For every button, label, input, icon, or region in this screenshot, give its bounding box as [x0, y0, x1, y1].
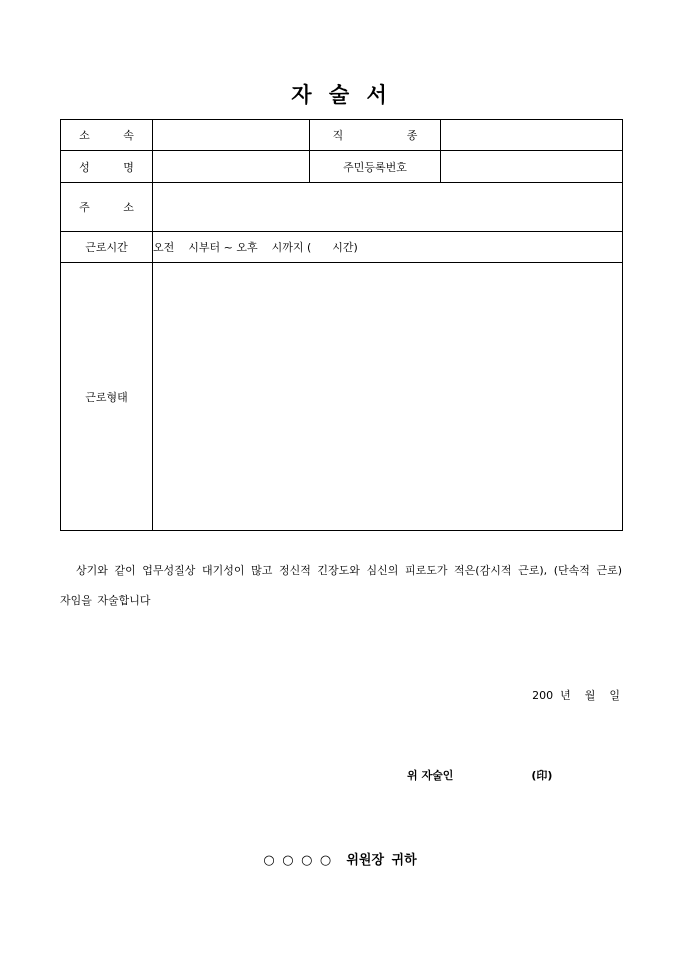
work-type-label: 근로형태	[61, 263, 153, 531]
address-field[interactable]	[153, 183, 623, 232]
resident-id-field[interactable]	[441, 151, 623, 183]
name-label: 성 명	[61, 151, 153, 183]
affiliation-label: 소 속	[61, 120, 153, 151]
date-line: 200 년 월 일	[532, 689, 620, 702]
resident-id-label: 주민등록번호	[310, 151, 441, 183]
affiliation-field[interactable]	[153, 120, 310, 151]
form-row-address	[61, 183, 623, 232]
form-row-work-type	[61, 263, 623, 531]
statement-form-table	[60, 119, 623, 531]
statement-text: 상기와 같이 업무성질상 대기성이 많고 정신적 긴장도와 심신의 피로도가 적은(감시적 근로), (단속적 근로) 자임을 자술합니다	[60, 564, 622, 607]
job-type-field[interactable]	[441, 120, 623, 151]
working-hours-label: 근로시간	[61, 232, 153, 263]
working-hours-field[interactable]	[153, 232, 623, 263]
page-title: 자 술 서	[291, 82, 389, 107]
working-hours-text: 오전 시부터 ~ 오후 시까지 ( 시간)	[153, 241, 358, 254]
form-row-affiliation	[61, 120, 623, 151]
name-field[interactable]	[153, 151, 310, 183]
form-row-name	[61, 151, 623, 183]
signer-label: 위 자술인	[407, 769, 454, 782]
address-label: 주 소	[61, 183, 153, 232]
addressee-line: ○ ○ ○ ○ 위원장 귀하	[263, 853, 417, 868]
seal-mark: (印)	[531, 769, 553, 782]
job-type-label: 직 종	[310, 120, 441, 151]
work-type-field[interactable]	[153, 263, 623, 531]
form-row-working-hours	[61, 232, 623, 263]
signer-line	[407, 767, 552, 783]
